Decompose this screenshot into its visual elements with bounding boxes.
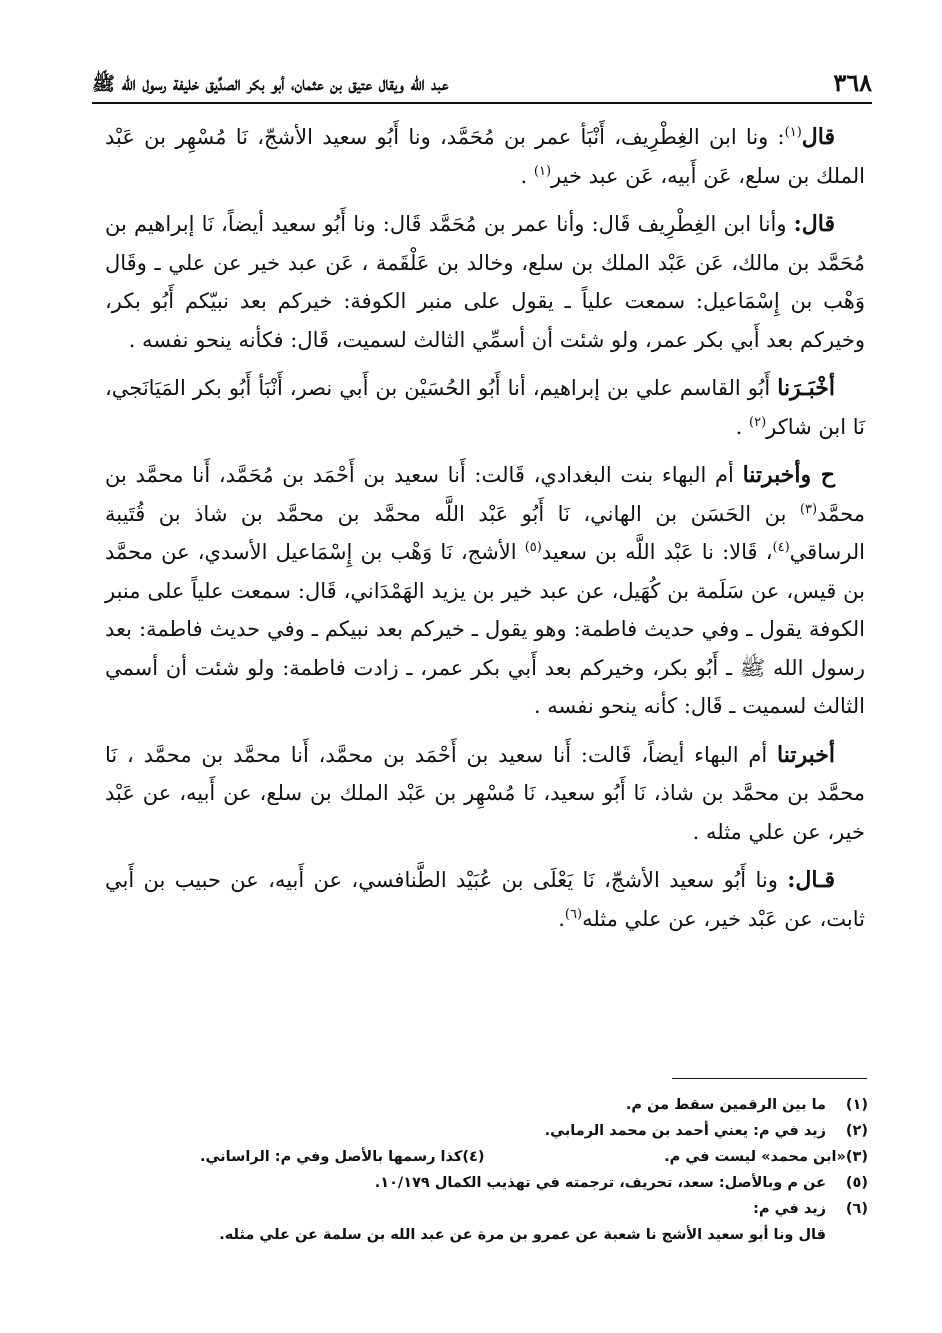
footnote-text: كذا رسمها بالأصل وفي م: الراساني. <box>200 1149 463 1165</box>
paragraph-3 <box>105 369 865 446</box>
footnote-number: (٥) <box>845 1175 868 1191</box>
footnote-row-3-4 <box>110 1144 868 1170</box>
footnote-6 <box>110 1196 868 1222</box>
footnote-number: (٣) <box>845 1149 868 1165</box>
paragraph-text: وأنا ابن الغِطْرِيف قَال: وأنا عمر بن مُحَمَّد قَال: ونا أَبُو سعيد أيضاً، نَا إبراهيم بن مُحَمَّد بن مالك، عَن عَبْد الملك بن سلع، وخالد بن عَلْقَمة ، عَن عبد خير عن علي ـ وقَال وَهْب بن إِسْمَاعيل: سمعت علياً ـ يقول على منبر الكوفة: خيركم بعد نبيّكم أَبُو بكر، وخيركم بعد أَبي بكر عمر، ولو شئت أن أسمِّي الثالث لسميت، قَال: فكأنه ينحو نفسه . <box>105 212 865 352</box>
paragraph-text: . <box>735 414 750 439</box>
page-header <box>92 62 872 102</box>
page-number: ٣٦٨ <box>833 68 872 97</box>
footnote-text: «ابن محمد» ليست في م. <box>664 1149 846 1165</box>
footnote-ref: (١) <box>784 125 802 140</box>
paragraph-text: ونا أَبُو سعيد الأشجّ، نَا يَعْلَى بن عُبَيْد الطَّنافسي، عن أَبيه، عن حبيب بن أَبي ثابت، عن عَبْد خير، عن علي مثله <box>105 868 865 931</box>
footnote-ref: (٥) <box>524 540 542 555</box>
footnote-text: ما بين الرقمين سقط من م. <box>625 1097 826 1113</box>
paragraph-5 <box>105 736 865 852</box>
footnote-2 <box>110 1118 868 1144</box>
paragraph-1 <box>105 118 865 195</box>
footnote-rule <box>672 1078 867 1079</box>
footnote-ref: (٦) <box>564 906 583 922</box>
footnote-number: (٢) <box>845 1123 868 1139</box>
paragraph-2 <box>105 205 865 359</box>
paragraph-text: أم البهاء بنت البغدادي، قَالت: أَنا سعيد بن أَحْمَد بن مُحَمَّد، أَنا محمَّد بن محمَّد <box>105 463 865 526</box>
paragraph-6 <box>105 861 865 938</box>
running-title: عبد الله ويقال عتيق بن عثمان، أبو بكر الصدِّيق خليفة رسول الله ﷺ <box>92 73 449 95</box>
footnote-1 <box>110 1092 868 1118</box>
paragraph-lead: أخْبَـرَنا <box>777 375 835 401</box>
footnote-ref: (٤) <box>772 540 790 555</box>
paragraph-text: ، قَالا: نا عَبْد اللَّه بن سعيد <box>541 540 773 564</box>
footnote-ref: (٣) <box>799 501 818 517</box>
paragraph-text: . <box>520 163 534 188</box>
footnote-ref: (٢) <box>749 414 767 430</box>
paragraph-text: بن الحَسَن بن الهاني، نَا أَبُو عَبْد اللَّه محمَّد بن محمَّد بن شاذ بن قُتَيبة الرساقي <box>105 501 866 564</box>
paragraph-text: أَبُو القاسم علي بن إبراهيم، أنا أَبُو الحُسَيْن بن أَبي نصر، أَنْبَأ أَبُو بكر المَيَانَجي، نَا ابن شاكر <box>105 376 865 439</box>
paragraph-lead: ح وأخبرتنا <box>742 462 835 488</box>
main-text <box>105 118 865 948</box>
paragraph-lead: قال <box>801 124 835 150</box>
footnote-3 <box>664 1144 868 1170</box>
footnote-5 <box>110 1170 868 1196</box>
footnote-ref: (١) <box>533 163 552 179</box>
paragraph-4 <box>105 456 865 726</box>
footnote-text: زيد في م: يعني أحمد بن محمد الرمابي. <box>544 1123 826 1139</box>
paragraph-text: أم البهاء أيضاً، قَالت: أَنا سعيد بن أَحْمَد بن محمَّد، أَنا محمَّد بن محمَّد ، نَا محمَّد بن محمَّد بن شاذ، نَا أَبُو سعيد، نَا مُسْهِر بن عَبْد الملك بن سلع، عن أَبيه، عن عَبْد خير، عن علي مثله . <box>105 742 865 844</box>
paragraph-text: : ونا ابن الغِطْرِيف، أَنْبَأ عمر بن مُحَمَّد، ونا أَبُو سعيد الأشجّ، نَا مُسْهِر بن عَبْد الملك بن سلع، عَن أَبيه، عَن عبد خير <box>105 125 865 188</box>
paragraph-lead: قال: <box>793 211 835 237</box>
footnote-number: (١) <box>845 1097 868 1113</box>
paragraph-lead: قـال: <box>787 867 835 893</box>
paragraph-lead: أخبرتنا <box>777 741 835 768</box>
footnote-number: (٤) <box>462 1149 485 1165</box>
footnote-number: (٦) <box>845 1201 868 1217</box>
header-rule <box>92 102 872 104</box>
footnote-4 <box>110 1144 484 1170</box>
footnote-text: زيد في م: <box>753 1201 826 1217</box>
footnote-6-continuation: قال ونا أبو سعيد الأشج نا شعبة عن عمرو بن مرة عن عبد الله بن سلمة عن علي مثله. <box>219 1227 826 1243</box>
footnote-text: عن م وبالأصل: سعد، تحريف، ترجمته في تهذيب الكمال ١٠/١٧٩. <box>374 1175 826 1191</box>
paragraph-text: . <box>558 906 565 931</box>
footnotes <box>110 1092 868 1248</box>
paragraph-text: الأشج، نَا وَهْب بن إِسْمَاعيل الأسدي، عن محمَّد بن قيس، عن سَلَمة بن كُهَيل، عن عبد خير بن يزيد الهَمْدَاني، قَال: سمعت علياً على منبر الكوفة يقول ـ وفي حديث فاطمة: وهو يقول ـ خيركم بعد نبيكم ـ وفي حديث فاطمة: بعد رسول الله ﷺ ـ أَبُو بكر، وخيركم بعد أَبي بكر عمر، ـ زادت فاطمة: ولو شئت أن أسمي الثالث لسميت ـ قَال: كأنه ينحو نفسه . <box>105 540 865 718</box>
